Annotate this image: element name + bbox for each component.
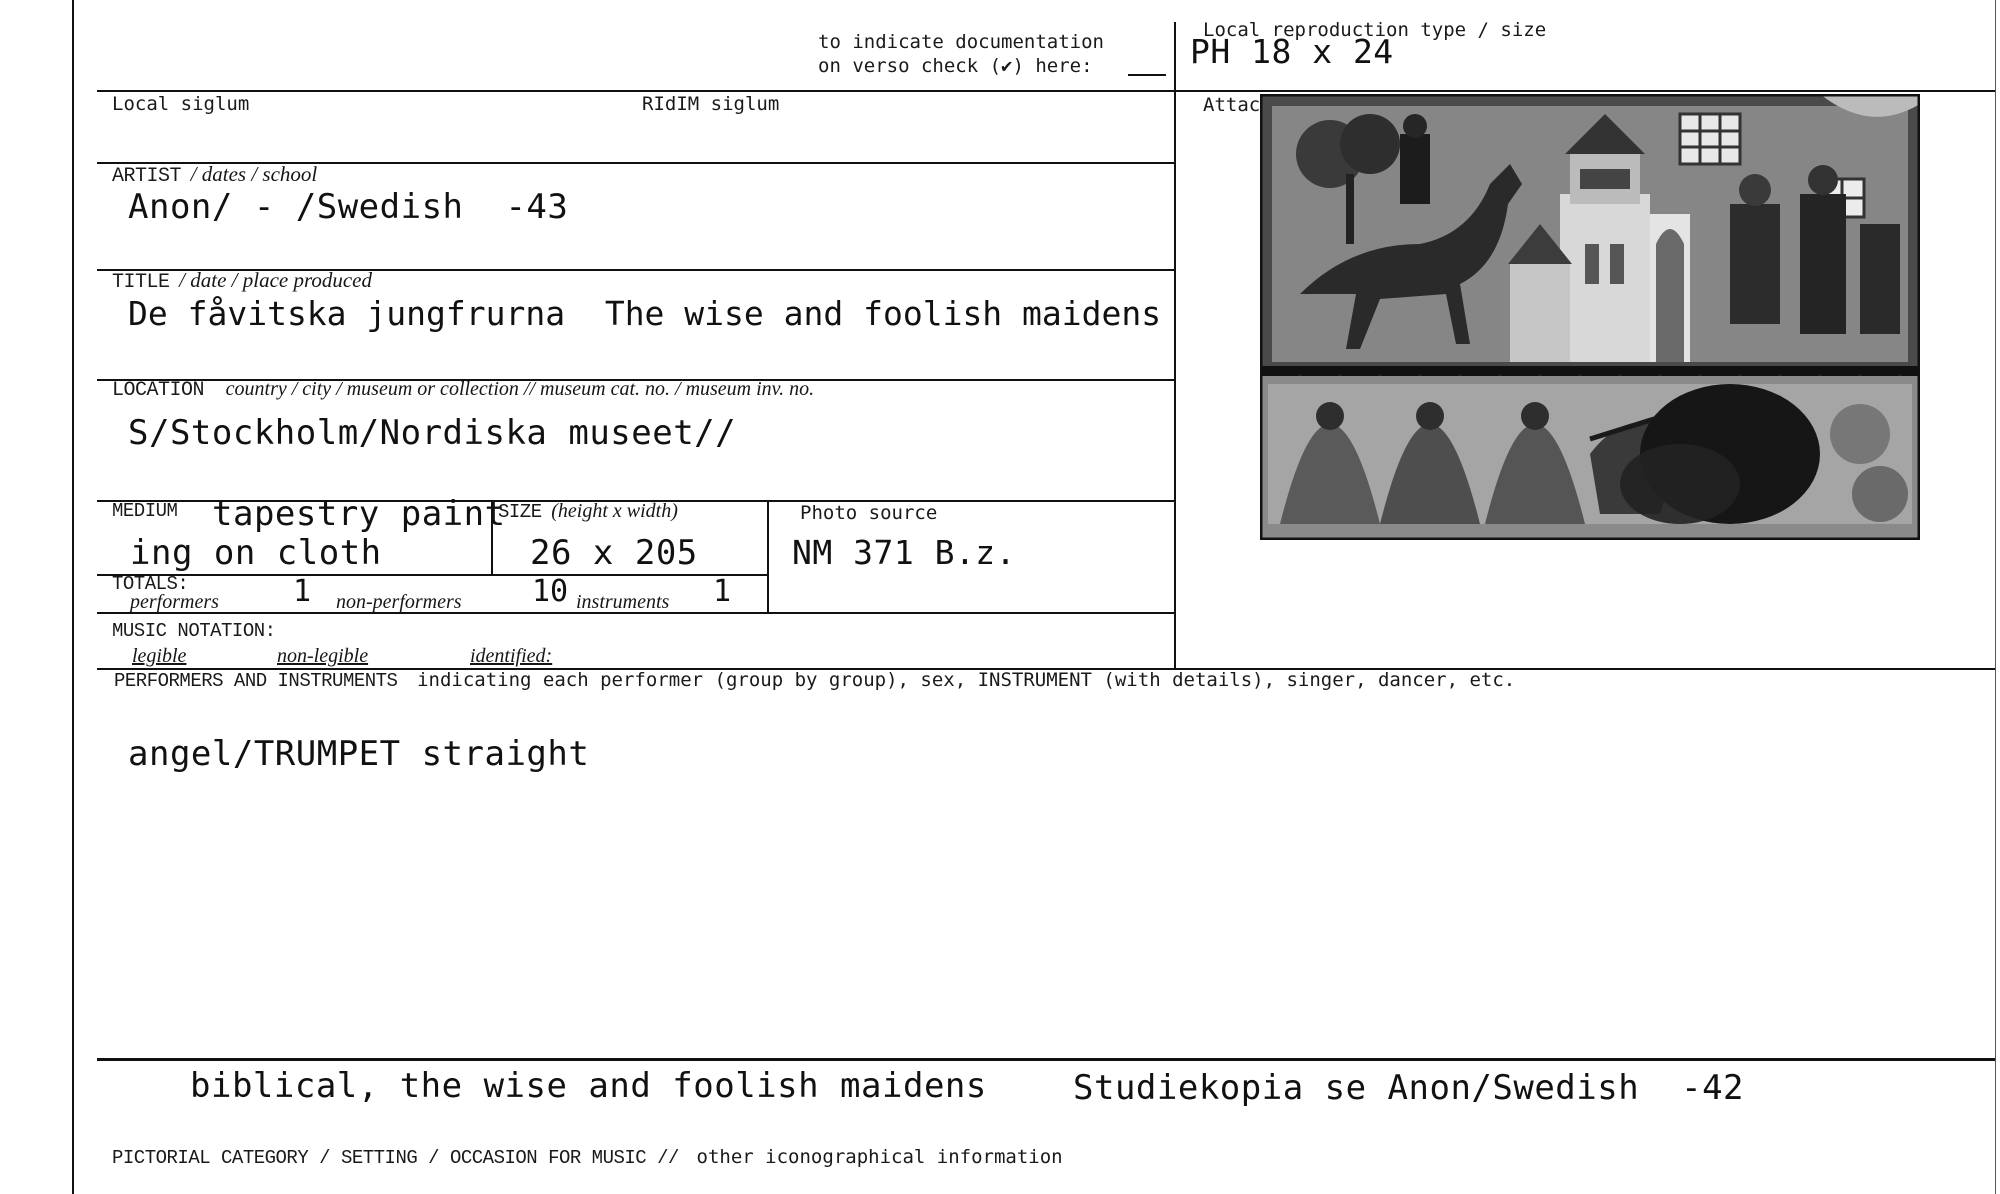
instruments-label: instruments <box>576 591 670 613</box>
verso-underline <box>1128 74 1166 76</box>
rule-photo-bottom <box>767 612 1174 614</box>
reproduction-label: Local reproduction type / size <box>1203 19 1547 41</box>
attached-photograph <box>1260 94 1920 540</box>
performers-value: 1 <box>293 574 312 609</box>
ridim-siglum-label: RIdIM siglum <box>642 93 780 115</box>
medium-value-line1: tapestry paint <box>212 494 506 534</box>
artist-label-rest: / dates / school <box>190 162 318 186</box>
verso-instruction-line2: on verso check (✔) here: <box>818 55 1093 77</box>
location-label-rest: country / city / museum or collection // museum cat. no. / museum inv. no. <box>225 378 815 400</box>
rule-category <box>97 1058 1995 1061</box>
artist-label <box>112 162 317 188</box>
tapestry-image <box>1260 94 1920 540</box>
category-value-left: biblical, the wise and foolish maidens <box>190 1066 987 1106</box>
card-left-edge <box>72 0 74 1194</box>
reproduction-value: PH 18 x 24 <box>1190 32 1394 71</box>
title-label <box>112 268 372 294</box>
medium-value-line2: ing on cloth <box>130 533 382 573</box>
non-performers-label: non-performers <box>336 591 462 613</box>
location-value: S/Stockholm/Nordiska museet// <box>128 413 737 453</box>
title-label-rest: / date / place produced <box>179 268 372 292</box>
notation-non-legible: non-legible <box>277 645 369 667</box>
non-performers-underline <box>504 613 564 614</box>
category-value-right: Studiekopia se Anon/Swedish -42 <box>1073 1068 1745 1108</box>
music-notation-label: MUSIC NOTATION: <box>112 620 276 642</box>
medium-label: MEDIUM <box>112 500 178 522</box>
verso-instruction-line1: to indicate documentation <box>818 31 1104 53</box>
title-value: De fåvitska jungfrurna The wise and foolish maidens <box>128 294 1162 333</box>
instruments-value: 1 <box>713 574 732 609</box>
performers-underline <box>252 613 326 614</box>
performers-label-main: PERFORMERS AND INSTRUMENTS <box>114 670 398 692</box>
size-label-rest: (height x width) <box>551 500 678 522</box>
category-label-rest: other iconographical information <box>696 1146 1063 1168</box>
rule-totals <box>97 574 767 576</box>
card-right-edge <box>1995 0 1996 1194</box>
artist-label-main: ARTIST <box>112 165 182 188</box>
category-label-main: PICTORIAL CATEGORY / SETTING / OCCASION FOR MUSIC // <box>112 1147 679 1169</box>
location-label-main: LOCATION <box>112 379 205 402</box>
performers-label-rest: indicating each performer (group by group), sex, INSTRUMENT (with details), singer, dancer, etc. <box>417 669 1516 691</box>
rule-siglum <box>97 90 1995 92</box>
local-siglum-label: Local siglum <box>112 93 250 115</box>
notation-identified: identified: <box>470 645 553 667</box>
performers-value-text: angel/TRUMPET straight <box>128 734 590 774</box>
size-label <box>498 500 678 523</box>
artist-value: Anon/ - /Swedish -43 <box>128 187 569 227</box>
photo-source-label: Photo source <box>800 502 938 524</box>
non-performers-value: 10 <box>532 574 569 609</box>
title-label-main: TITLE <box>112 271 170 294</box>
vertical-divider <box>1174 22 1176 668</box>
size-value: 26 x 205 <box>530 533 698 573</box>
performers-instruments-label <box>114 669 1515 692</box>
size-label-main: SIZE <box>498 501 542 523</box>
photo-source-value: NM 371 B.z. <box>792 533 1017 572</box>
location-label <box>112 378 814 402</box>
totals-label: TOTALS: <box>112 573 189 595</box>
performers-label: performers <box>130 591 219 613</box>
attached-photo-label: Attac <box>1203 94 1261 116</box>
notation-legible: legible <box>132 645 187 667</box>
pictorial-category-label <box>112 1146 1063 1169</box>
divider-size-photo <box>767 500 769 614</box>
